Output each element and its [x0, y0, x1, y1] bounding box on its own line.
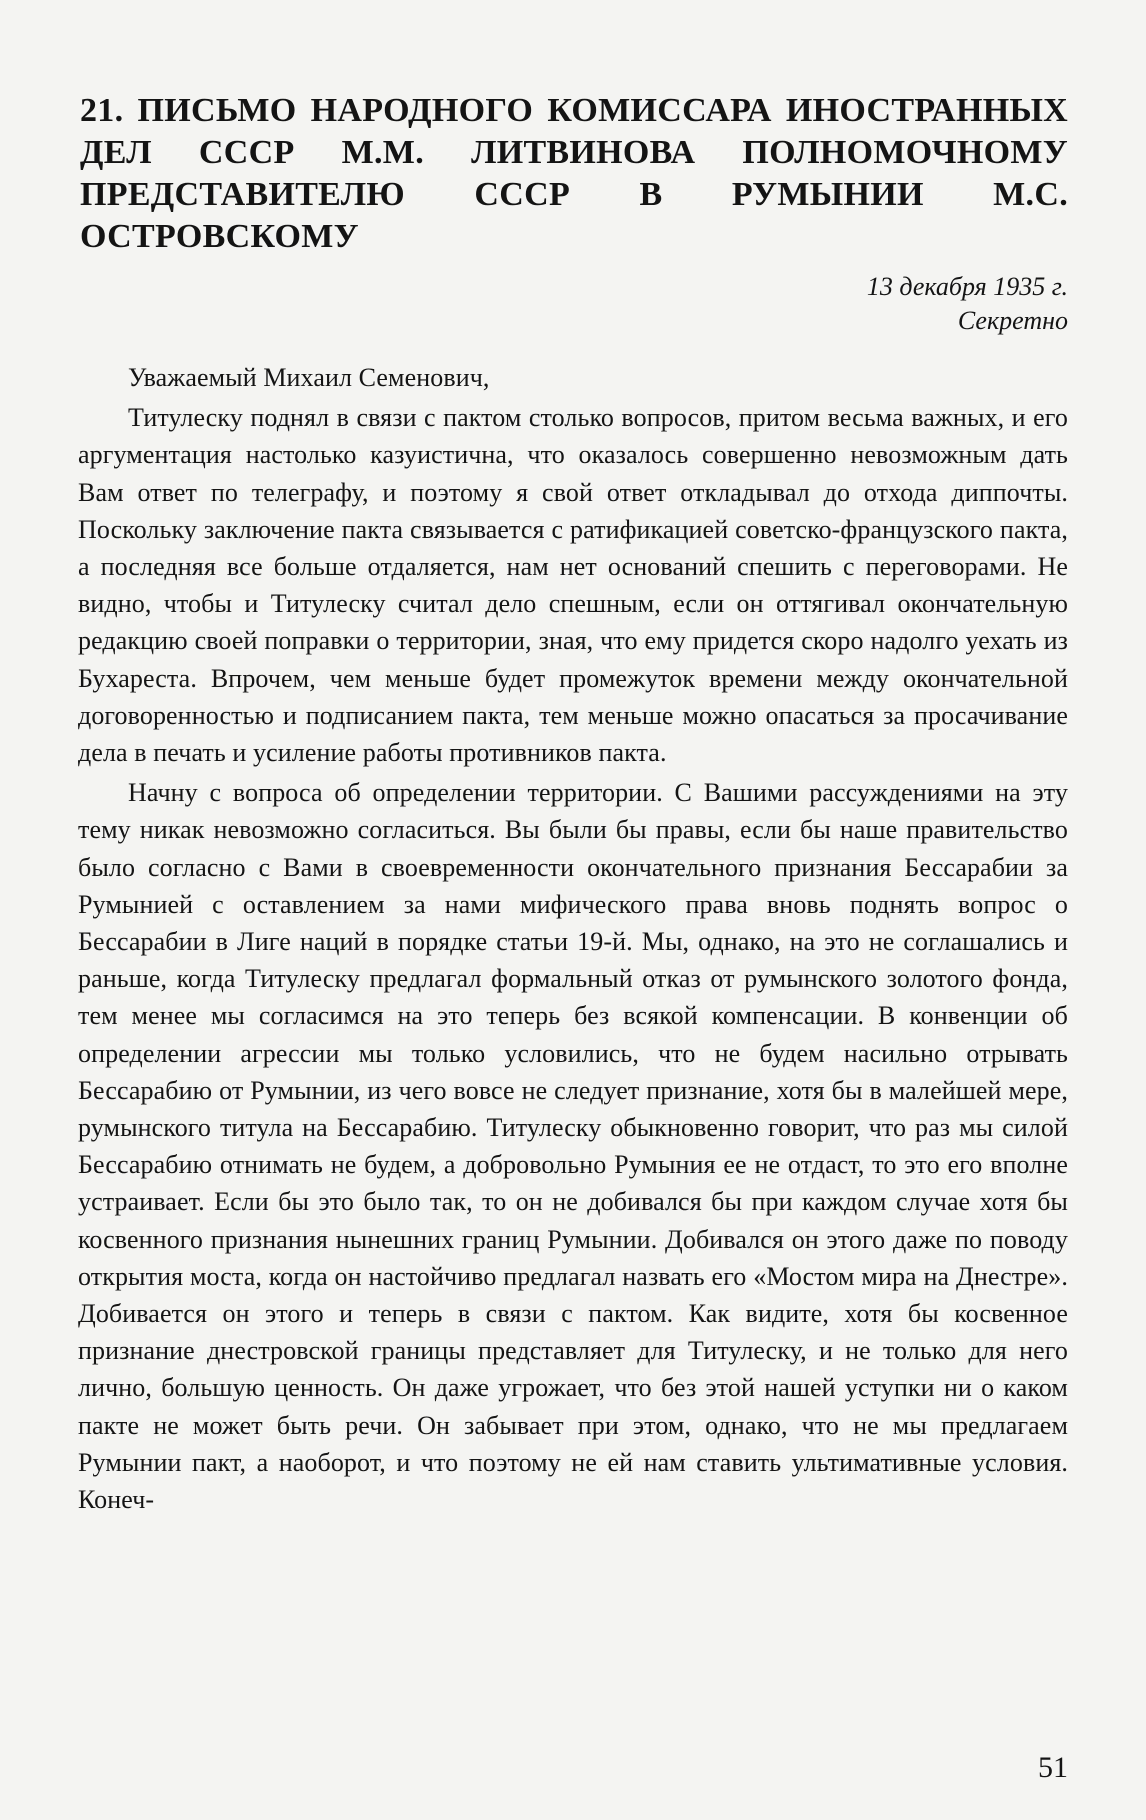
document-heading: 21. ПИСЬМО НАРОДНОГО КОМИССАРА ИНОСТРАННЫХ ДЕЛ СССР М.М. ЛИТВИНОВА ПОЛНОМОЧНОМУ ПРЕДСТАВИТЕЛЮ СССР В РУМЫНИИ М.С. ОСТРОВСКОМУ — [80, 92, 1068, 255]
paragraph: Начну с вопроса об определении территории. С Вашими рассуждениями на эту тему никак невозможно согласиться. Вы были бы правы, если бы наше правительство было согласно с Вами в своевременности окончательного признания Бессарабии за Румынией с оставлением за нами мифического права вновь поднять вопрос о Бессарабии в Лиге наций в порядке статьи 19-й. Мы, однако, на это не соглашались и раньше, когда Титулеску предлагал формальный отказ от румынского золотого фонда, тем менее мы согласимся на это теперь без всякой компенсации. В конвенции об определении агрессии мы только условились, что не будем насильно отрывать Бессарабию от Румынии, из чего вовсе не следует признание, хотя бы в малейшей мере, румынского титула на Бессарабию. Титулеску обыкновенно говорит, что раз мы силой Бессарабию отнимать не будем, а добровольно Румыния ее не отдаст, то это его вполне устраивает. Если бы это было так, то он не добивался бы при каждом случае хотя бы косвенного признания нынешних границ Румынии. Добивался он этого даже по поводу открытия моста, когда он настойчиво предлагал назвать его «Мостом мира на Днестре». Добивается он этого и теперь в связи с пактом. Как видите, хотя бы косвенное признание днестровской границы представляет для Титулеску, и не только для него лично, большую ценность. Он даже угрожает, что без этой нашей уступки ни о каком пакте не может быть речи. Он забывает при этом, однако, что не мы предлагаем Румынии пакт, а наоборот, и что поэтому не ей нам ставить ультимативные условия. Конеч- — [78, 778, 1068, 1515]
document-date: 13 декабря 1935 г. — [866, 272, 1068, 301]
classification-mark: Секретно — [957, 306, 1068, 335]
letter-body — [78, 359, 1068, 1518]
salutation: Уважаемый Михаил Семенович, — [128, 363, 490, 392]
paragraph: Титулеску поднял в связи с пактом столько вопросов, притом весьма важных, и его аргументация настолько казуистична, что оказалось совершенно невозможным дать Вам ответ по телеграфу, и поэтому я свой ответ откладывал до отхода диппочты. Поскольку заключение пакта связывается с ратификацией советско-французского пакта, а последняя все больше отдаляется, нам нет оснований спешить с переговорами. Не видно, чтобы и Титулеску считал дело спешным, если он оттягивал окончательную редакцию своей поправки о территории, зная, что ему придется скоро надолго уехать из Бухареста. Впрочем, чем меньше будет промежуток времени между окончательной договоренностью и подписанием пакта, тем меньше можно опасаться за просачивание дела в печать и усиление работы противников пакта. — [78, 403, 1068, 768]
dateline — [867, 270, 1068, 338]
page-number: 51 — [1038, 1751, 1068, 1784]
